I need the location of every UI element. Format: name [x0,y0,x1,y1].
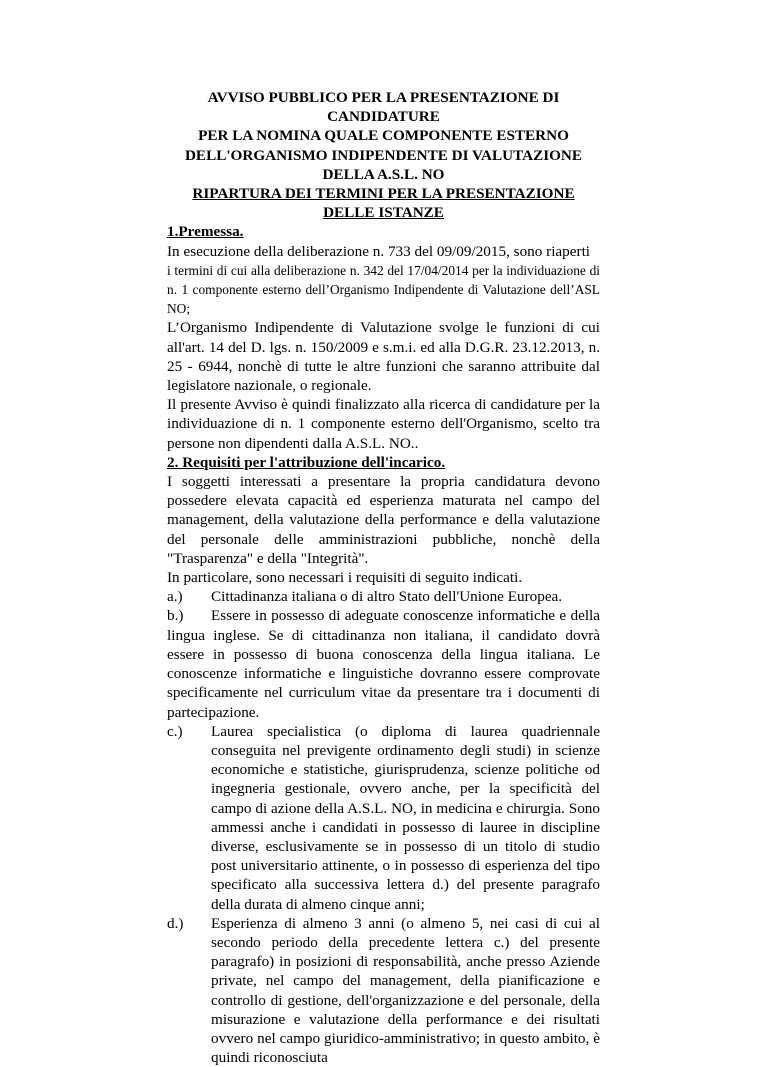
paragraph: Il presente Avviso è quindi finalizzato alla ricerca di candidature per la individuazione di n. 1 componente esterno dell'Organismo, scelto tra persone non dipendenti dalla A.S.L. NO.. [167,396,600,452]
list-item-label: b.) [167,607,184,625]
list-item [167,722,600,914]
list-item [167,587,600,606]
title-line: PER LA NOMINA QUALE COMPONENTE ESTERNO [198,127,569,145]
list-item-label: c.) [167,722,183,740]
section-heading-premessa: 1.Premessa. [167,223,244,241]
title-line-underlined: RIPARTURA DEI TERMINI PER LA PRESENTAZIONE [192,185,575,203]
paragraph: L’Organismo Indipendente di Valutazione svolge le funzioni di cui all'art. 14 del D. lgs. n. 150/2009 e s.m.i. ed alla D.G.R. 23.12.2013, n. 25 - 6944, nonchè di tutte le altre funzioni che saranno attribuite dal legislatore nazionale, o regionale. [167,319,600,395]
paragraph: i termini di cui alla deliberazione n. 342 del 17/04/2014 per la individuazione di n. 1 componente esterno dell’Organismo Indipendente di Valutazione dell’ASL NO; [167,262,600,317]
list-item-label: a.) [167,588,183,606]
document-page [167,88,600,1067]
list-item-label: d.) [167,914,184,932]
list-item-text: Essere in possesso di adeguate conoscenze informatiche e della lingua inglese. Se di cittadinanza non italiana, il candidato dovrà essere in possesso di buona conoscenza della lingua italiana. Le conoscenze informatiche e linguistiche dovranno essere comprovate specificamente nel curriculum vitae da presentare tra i documenti di partecipazione. [167,607,600,721]
title-line: DELLA A.S.L. NO [322,165,445,183]
paragraph: I soggetti interessati a presentare la propria candidatura devono possedere elevata capacità ed esperienza maturata nel campo del management, della valutazione della performance e della valutazione del personale delle amministrazioni pubbliche, nonchè della "Trasparenza" e della "Integrità". [167,473,600,567]
title-line: AVVISO PUBBLICO PER LA PRESENTAZIONE DI [207,89,560,106]
title-line-underlined: DELLE ISTANZE [323,204,444,222]
list-item-text: Laurea specialistica (o diploma di laurea quadriennale conseguita nel previgente ordinamento degli studi) in scienze economiche e statistiche, giurisprudenza, scienze politiche od ingegneria gestionale, ovvero anche, per la specificità del campo di azione della A.S.L. NO, in medicina e chirurgia. Sono ammessi anche i candidati in possesso di lauree in discipline diverse, esclusivamente se in possesso di un titolo di studio post universitario attinente, o in possesso di esperienza del tipo specificato alla successiva lettera d.) del presente paragrafo della durata di almeno cinque anni; [211,722,600,913]
list-item-text: Cittadinanza italiana o di altro Stato dell'Unione Europea. [211,588,563,606]
section-heading-requisiti: 2. Requisiti per l'attribuzione dell'incarico. [167,453,446,471]
paragraph: In particolare, sono necessari i requisiti di seguito indicati. [167,569,523,587]
list-item [167,606,600,721]
list-item [167,914,600,1067]
title-line: DELL'ORGANISMO INDIPENDENTE DI VALUTAZIONE [184,146,583,164]
paragraph: In esecuzione della deliberazione n. 733 del 09/09/2015, sono riaperti [167,242,591,260]
document-title [167,88,600,222]
title-line: CANDIDATURE [327,108,440,126]
list-item-text: Esperienza di almeno 3 anni (o almeno 5, nei casi di cui al secondo periodo della precedente lettera c.) del presente paragrafo) in posizioni di responsabilità, anche presso Aziende private, nel campo del management, della pianificazione e controllo di gestione, dell'organizzazione e del personale, della misurazione e valutazione della performance e dei risultati ovvero nel campo giuridico-amministrativo; in questo ambito, è quindi riconosciuta [211,914,600,1067]
